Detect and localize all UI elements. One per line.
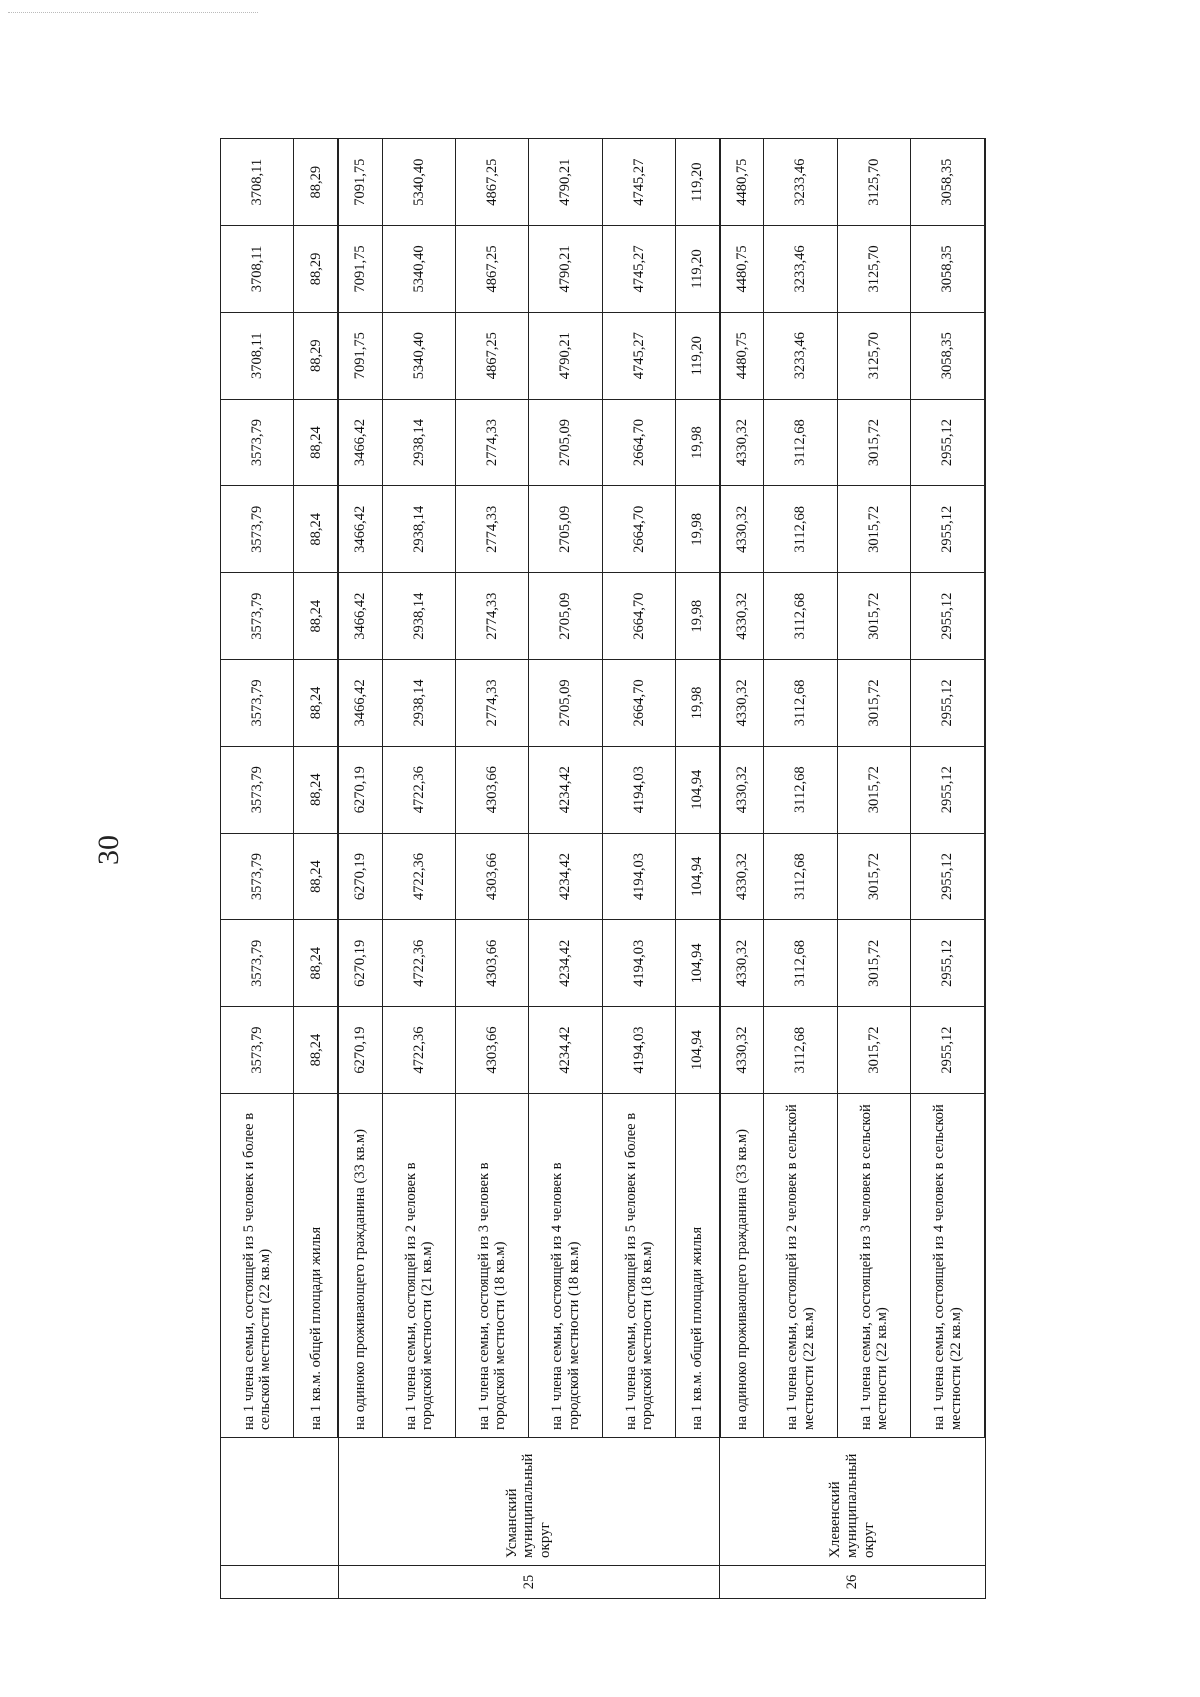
table-cell-value: 3466,42 — [338, 486, 382, 573]
table-cell-value: 2955,12 — [911, 1007, 985, 1094]
row-description: на 1 члена семьи, состоящей из 2 человек в сельской местности (22 кв.м) — [764, 1094, 837, 1438]
cost-table — [220, 138, 986, 1599]
table-cell-value: 4234,42 — [529, 920, 602, 1007]
district-name-cell: Хлевенский муниципальный округ — [720, 1438, 985, 1566]
table-cell-value: 2955,12 — [911, 399, 985, 486]
table-cell-value: 88,24 — [294, 660, 338, 747]
table-cell-value: 3112,68 — [764, 920, 837, 1007]
table-cell-value: 4194,03 — [602, 920, 675, 1007]
table-cell-value: 4722,36 — [382, 833, 455, 920]
table-cell-value: 3573,79 — [221, 660, 294, 747]
table-cell-value: 3015,72 — [837, 573, 910, 660]
table-row — [529, 139, 602, 1599]
table-cell-value: 4234,42 — [529, 833, 602, 920]
row-number-cell: 25 — [338, 1566, 720, 1599]
table-cell-value: 2705,09 — [529, 573, 602, 660]
table-cell-value: 6270,19 — [338, 920, 382, 1007]
row-description: на одиноко проживающего гражданина (33 кв.м) — [720, 1094, 764, 1438]
table-cell-value: 7091,75 — [338, 139, 382, 226]
cost-table-body — [221, 139, 986, 1599]
table-cell-value: 3573,79 — [221, 920, 294, 1007]
table-cell-value: 4330,32 — [720, 833, 764, 920]
table-cell-value: 4330,32 — [720, 920, 764, 1007]
table-row — [837, 139, 910, 1599]
table-cell-value: 3573,79 — [221, 486, 294, 573]
row-description: на 1 кв.м. общей площади жилья — [676, 1094, 720, 1438]
table-cell-value: 2774,33 — [456, 399, 529, 486]
table-cell-value: 4330,32 — [720, 573, 764, 660]
table-cell-value: 4330,32 — [720, 746, 764, 833]
table-cell-value: 3233,46 — [764, 139, 837, 226]
table-cell-value: 19,98 — [676, 573, 720, 660]
district-name-cell: Усманский муниципальный округ — [338, 1438, 720, 1566]
table-cell-value: 3112,68 — [764, 660, 837, 747]
table-cell-value: 7091,75 — [338, 226, 382, 313]
table-cell-value: 88,24 — [294, 746, 338, 833]
table-cell-value: 2955,12 — [911, 486, 985, 573]
table-cell-value: 5340,40 — [382, 312, 455, 399]
table-cell-value: 88,24 — [294, 833, 338, 920]
table-cell-value: 4303,66 — [456, 833, 529, 920]
row-description: на 1 члена семьи, состоящей из 5 человек и более в городской местности (18 кв.м) — [602, 1094, 675, 1438]
table-cell-value: 2774,33 — [456, 660, 529, 747]
table-cell-value: 4234,42 — [529, 1007, 602, 1094]
table-cell-value: 3015,72 — [837, 746, 910, 833]
table-cell-value: 6270,19 — [338, 1007, 382, 1094]
table-cell-value: 4194,03 — [602, 833, 675, 920]
table-cell-value: 4867,25 — [456, 312, 529, 399]
table-cell-value: 3112,68 — [764, 833, 837, 920]
table-cell-value: 4722,36 — [382, 920, 455, 1007]
table-cell-value: 3112,68 — [764, 1007, 837, 1094]
table-cell-value: 104,94 — [676, 833, 720, 920]
table-cell-value: 2938,14 — [382, 573, 455, 660]
table-cell-value: 119,20 — [676, 312, 720, 399]
table-cell-value: 6270,19 — [338, 833, 382, 920]
table-row — [764, 139, 837, 1599]
table-cell-value: 4330,32 — [720, 1007, 764, 1094]
table-cell-value: 2705,09 — [529, 399, 602, 486]
table-cell-value: 19,98 — [676, 660, 720, 747]
table-cell-value: 3573,79 — [221, 833, 294, 920]
row-description: на 1 члена семьи, состоящей из 3 человек в сельской местности (22 кв.м) — [837, 1094, 910, 1438]
table-cell-value: 5340,40 — [382, 139, 455, 226]
table-row — [294, 139, 338, 1599]
table-cell-value: 4234,42 — [529, 746, 602, 833]
table-row — [676, 139, 720, 1599]
table-row — [221, 139, 294, 1599]
table-cell-value: 3466,42 — [338, 660, 382, 747]
table-row — [720, 139, 764, 1599]
table-cell-value: 104,94 — [676, 1007, 720, 1094]
table-cell-value: 4194,03 — [602, 1007, 675, 1094]
table-cell-value: 88,24 — [294, 486, 338, 573]
table-cell-value: 4722,36 — [382, 746, 455, 833]
table-cell-value: 3708,11 — [221, 226, 294, 313]
district-name-cell — [221, 1438, 339, 1566]
table-cell-value: 5340,40 — [382, 226, 455, 313]
row-number-cell: 26 — [720, 1566, 985, 1599]
table-cell-value: 4330,32 — [720, 399, 764, 486]
row-description: на 1 члена семьи, состоящей из 4 человек в сельской местности (22 кв.м) — [911, 1094, 985, 1438]
table-cell-value: 3466,42 — [338, 573, 382, 660]
row-description: на 1 кв.м. общей площади жилья — [294, 1094, 338, 1438]
table-cell-value: 88,29 — [294, 139, 338, 226]
table-cell-value: 4194,03 — [602, 746, 675, 833]
table-cell-value: 3058,35 — [911, 139, 985, 226]
table-cell-value: 3058,35 — [911, 312, 985, 399]
table-cell-value: 4790,21 — [529, 312, 602, 399]
table-cell-value: 88,29 — [294, 226, 338, 313]
scan-artifact-line — [8, 12, 258, 13]
table-cell-value: 3708,11 — [221, 312, 294, 399]
table-cell-value: 3015,72 — [837, 833, 910, 920]
row-description: на 1 члена семьи, состоящей из 5 человек и более в сельской местности (22 кв.м) — [221, 1094, 294, 1438]
table-cell-value: 2664,70 — [602, 399, 675, 486]
table-cell-value: 2705,09 — [529, 660, 602, 747]
table-cell-value: 7091,75 — [338, 312, 382, 399]
table-cell-value: 4790,21 — [529, 226, 602, 313]
table-cell-value: 3015,72 — [837, 399, 910, 486]
row-description: на одиноко проживающего гражданина (33 кв.м) — [338, 1094, 382, 1438]
table-cell-value: 3112,68 — [764, 746, 837, 833]
table-cell-value: 3125,70 — [837, 139, 910, 226]
table-cell-value: 2955,12 — [911, 920, 985, 1007]
rotated-table-wrapper — [220, 139, 986, 1599]
table-cell-value: 3573,79 — [221, 399, 294, 486]
table-cell-value: 3112,68 — [764, 573, 837, 660]
table-cell-value: 3708,11 — [221, 139, 294, 226]
table-row — [382, 139, 455, 1599]
table-cell-value: 4330,32 — [720, 660, 764, 747]
table-cell-value: 3233,46 — [764, 312, 837, 399]
row-number-cell — [221, 1566, 339, 1599]
table-cell-value: 3466,42 — [338, 399, 382, 486]
table-cell-value: 88,24 — [294, 1007, 338, 1094]
table-cell-value: 3112,68 — [764, 399, 837, 486]
table-cell-value: 88,24 — [294, 399, 338, 486]
table-cell-value: 119,20 — [676, 139, 720, 226]
table-cell-value: 4745,27 — [602, 226, 675, 313]
table-cell-value: 4480,75 — [720, 139, 764, 226]
table-cell-value: 4745,27 — [602, 312, 675, 399]
table-cell-value: 4303,66 — [456, 920, 529, 1007]
table-cell-value: 2938,14 — [382, 399, 455, 486]
table-cell-value: 2955,12 — [911, 573, 985, 660]
table-cell-value: 4867,25 — [456, 139, 529, 226]
table-cell-value: 3015,72 — [837, 1007, 910, 1094]
table-cell-value: 104,94 — [676, 746, 720, 833]
table-cell-value: 3233,46 — [764, 226, 837, 313]
table-cell-value: 2774,33 — [456, 573, 529, 660]
table-cell-value: 3058,35 — [911, 226, 985, 313]
table-cell-value: 4330,32 — [720, 486, 764, 573]
table-cell-value: 3015,72 — [837, 920, 910, 1007]
table-cell-value: 19,98 — [676, 486, 720, 573]
table-row — [338, 139, 382, 1599]
table-cell-value: 119,20 — [676, 226, 720, 313]
table-cell-value: 2938,14 — [382, 486, 455, 573]
table-cell-value: 3573,79 — [221, 746, 294, 833]
table-cell-value: 2955,12 — [911, 833, 985, 920]
table-cell-value: 2774,33 — [456, 486, 529, 573]
table-cell-value: 88,24 — [294, 573, 338, 660]
table-cell-value: 4480,75 — [720, 226, 764, 313]
row-description: на 1 члена семьи, состоящей из 3 человек в городской местности (18 кв.м) — [456, 1094, 529, 1438]
table-cell-value: 4480,75 — [720, 312, 764, 399]
table-cell-value: 4867,25 — [456, 226, 529, 313]
table-row — [602, 139, 675, 1599]
table-cell-value: 2664,70 — [602, 660, 675, 747]
table-cell-value: 2955,12 — [911, 746, 985, 833]
table-cell-value: 3125,70 — [837, 312, 910, 399]
table-cell-value: 6270,19 — [338, 746, 382, 833]
page-number: 30 — [92, 835, 125, 865]
table-cell-value: 2664,70 — [602, 573, 675, 660]
table-cell-value: 2664,70 — [602, 486, 675, 573]
table-cell-value: 88,24 — [294, 920, 338, 1007]
table-cell-value: 2955,12 — [911, 660, 985, 747]
table-cell-value: 19,98 — [676, 399, 720, 486]
table-cell-value: 4303,66 — [456, 746, 529, 833]
table-cell-value: 3573,79 — [221, 1007, 294, 1094]
row-description: на 1 члена семьи, состоящей из 2 человек в городской местности (21 кв.м) — [382, 1094, 455, 1438]
table-row — [911, 139, 985, 1599]
table-cell-value: 4790,21 — [529, 139, 602, 226]
table-cell-value: 2938,14 — [382, 660, 455, 747]
table-cell-value: 88,29 — [294, 312, 338, 399]
table-cell-value: 3112,68 — [764, 486, 837, 573]
table-cell-value: 4303,66 — [456, 1007, 529, 1094]
table-cell-value: 3015,72 — [837, 486, 910, 573]
table-cell-value: 3573,79 — [221, 573, 294, 660]
table-cell-value: 4722,36 — [382, 1007, 455, 1094]
table-row — [456, 139, 529, 1599]
table-cell-value: 2705,09 — [529, 486, 602, 573]
row-description: на 1 члена семьи, состоящей из 4 человек в городской местности (18 кв.м) — [529, 1094, 602, 1438]
table-cell-value: 4745,27 — [602, 139, 675, 226]
table-cell-value: 3015,72 — [837, 660, 910, 747]
table-cell-value: 3125,70 — [837, 226, 910, 313]
table-cell-value: 104,94 — [676, 920, 720, 1007]
